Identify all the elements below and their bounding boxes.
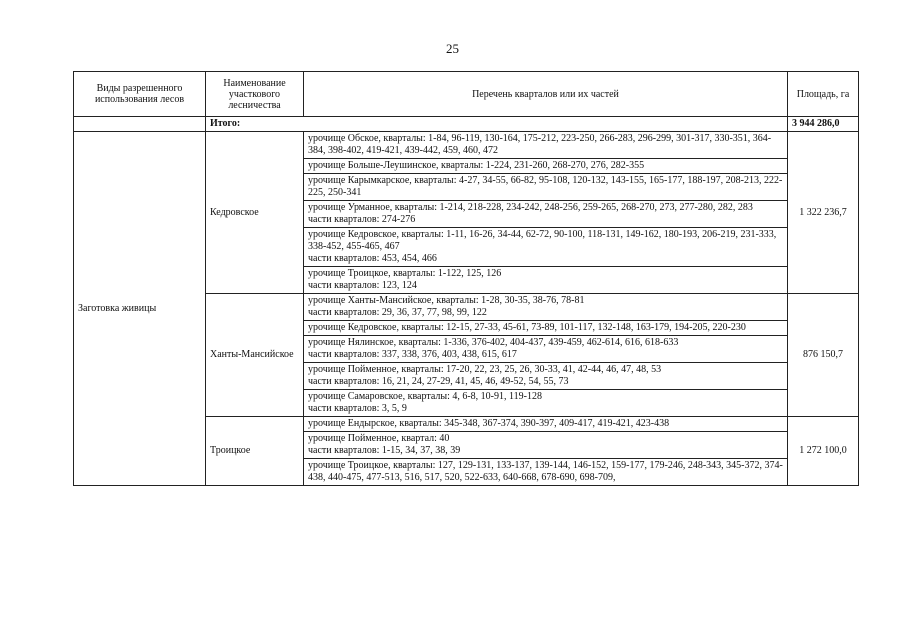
district-name: Троицкое [206,417,304,486]
total-label: Итого: [206,117,788,132]
header-quarters: Перечень кварталов или их частей [304,72,788,117]
quarters-cell [304,174,788,201]
quarters-cell [304,321,788,336]
use-type-cell: Заготовка живицы [74,132,206,486]
quarters-list: урочище Нялинское, кварталы: 1-336, 376-402, 404-437, 439-459, 462-614, 616, 618-633 [308,337,679,348]
quarters-cell [304,159,788,174]
header-area: Площадь, га [788,72,859,117]
quarters-cell [304,417,788,432]
district-name: Кедровское [206,132,304,294]
quarters-list: урочище Урманное, кварталы: 1-214, 218-228, 234-242, 248-256, 259-265, 268-270, 273, 277-280, 282, 283 [308,202,753,213]
quarters-list: урочище Ханты-Мансийское, кварталы: 1-28, 30-35, 38-76, 78-81 [308,295,585,306]
quarters-list: урочище Ендырское, кварталы: 345-348, 367-374, 390-397, 409-417, 419-421, 423-438 [308,418,670,429]
partial-quarters-list: части кварталов: 123, 124 [308,280,417,291]
quarters-list: урочище Троицкое, кварталы: 1-122, 125, 126 [308,268,502,279]
partial-quarters-list: части кварталов: 337, 338, 376, 403, 438, 615, 617 [308,349,517,360]
table-row [74,132,859,159]
quarters-cell [304,228,788,267]
total-value: 3 944 286,0 [788,117,859,132]
quarters-list: урочище Пойменное, квартал: 40 [308,433,450,444]
table-header-row [74,72,859,117]
district-area: 876 150,7 [788,294,859,417]
quarters-cell [304,432,788,459]
total-row [74,117,859,132]
district-name: Ханты-Мансийское [206,294,304,417]
quarters-cell [304,294,788,321]
header-district: Наименование участкового лесничества [206,72,304,117]
partial-quarters-list: части кварталов: 16, 21, 24, 27-29, 41, 45, 46, 49-52, 54, 55, 73 [308,376,569,387]
quarters-cell [304,459,788,486]
quarters-list: урочище Самаровское, кварталы: 4, 6-8, 10-91, 119-128 [308,391,542,402]
header-use-type: Виды разрешенного использования лесов [74,72,206,117]
page-number: 25 [446,41,459,56]
partial-quarters-list: части кварталов: 1-15, 34, 37, 38, 39 [308,445,461,456]
quarters-list: урочище Больше-Леушинское, кварталы: 1-224, 231-260, 268-270, 276, 282-355 [308,160,645,171]
partial-quarters-list: части кварталов: 274-276 [308,214,416,225]
district-area: 1 272 100,0 [788,417,859,486]
quarters-cell [304,201,788,228]
quarters-cell [304,132,788,159]
partial-quarters-list: части кварталов: 453, 454, 466 [308,253,437,264]
quarters-cell [304,267,788,294]
district-area: 1 322 236,7 [788,132,859,294]
quarters-list: урочище Карымкарское, кварталы: 4-27, 34-55, 66-82, 95-108, 120-132, 143-155, 165-177, 188-197, 208-213, 222-225, 250-341 [308,175,783,198]
quarters-cell [304,390,788,417]
quarters-list: урочище Кедровское, кварталы: 12-15, 27-33, 45-61, 73-89, 101-117, 132-148, 163-179, 194-205, 220-230 [308,322,746,333]
partial-quarters-list: части кварталов: 29, 36, 37, 77, 98, 99, 122 [308,307,487,318]
quarters-cell [304,336,788,363]
quarters-list: урочище Пойменное, кварталы: 17-20, 22, 23, 25, 26, 30-33, 41, 42-44, 46, 47, 48, 53 [308,364,662,375]
total-empty-cell [74,117,206,132]
quarters-cell [304,363,788,390]
quarters-list: урочище Троицкое, кварталы: 127, 129-131, 133-137, 139-144, 146-152, 159-177, 179-246, 248-343, 345-372, 374-438, 440-475, 477-513, 516, 517, 520, 522-633, 640-668, 678-690, 698-709, [308,460,783,483]
quarters-list: урочище Кедровское, кварталы: 1-11, 16-26, 34-44, 62-72, 90-100, 118-131, 149-162, 180-193, 206-219, 231-333, 338-452, 455-465, 467 [308,229,777,252]
quarters-list: урочище Обское, кварталы: 1-84, 96-119, 130-164, 175-212, 223-250, 266-283, 296-299, 301-317, 330-351, 364-384, 398-402, 419-421, 439-442, 459, 460, 472 [308,133,772,156]
partial-quarters-list: части кварталов: 3, 5, 9 [308,403,407,414]
forest-quarters-table [73,71,859,486]
